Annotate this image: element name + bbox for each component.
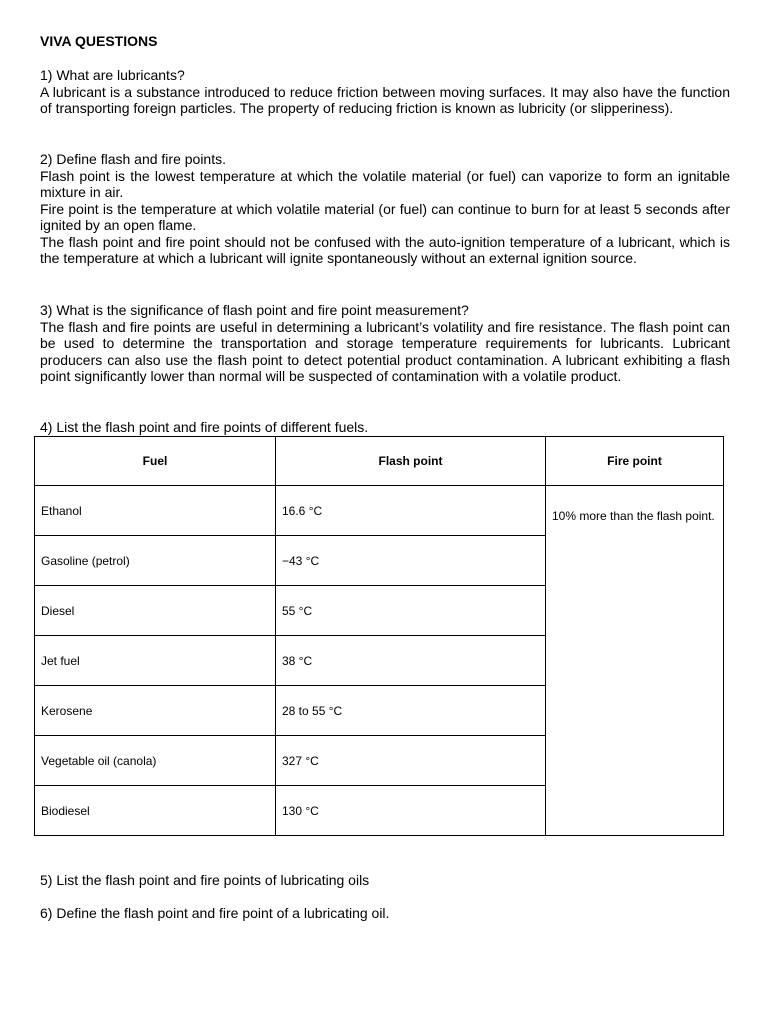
question-4-block [40, 419, 730, 436]
flash-point-cell: −43 °C [276, 536, 546, 586]
question-1-block [40, 67, 730, 117]
fuel-cell: Vegetable oil (canola) [35, 736, 276, 786]
question-5: 5) List the flash point and fire points of lubricating oils [40, 872, 370, 888]
question-2-block [40, 151, 730, 267]
fuel-cell: Ethanol [35, 486, 276, 536]
fuel-cell: Jet fuel [35, 636, 276, 686]
question-3: 3) What is the significance of flash point and fire point measurement? [40, 302, 469, 318]
fire-point-cell: 10% more than the flash point. [546, 486, 724, 836]
fuel-cell: Diesel [35, 586, 276, 636]
question-2: 2) Define flash and fire points. [40, 151, 226, 167]
table-header-flash-point: Flash point [276, 437, 546, 486]
fuel-flash-fire-table [34, 436, 724, 836]
question-1: 1) What are lubricants? [40, 67, 185, 83]
answer-2-fire: Fire point is the temperature at which volatile material (or fuel) can continue to burn for at least 5 seconds after ignited by an open flame. [40, 200, 730, 233]
question-6-block [40, 905, 730, 922]
fuel-cell: Biodiesel [35, 786, 276, 836]
question-6: 6) Define the flash point and fire point of a lubricating oil. [40, 905, 390, 921]
table-header-fuel: Fuel [35, 437, 276, 486]
fuel-cell: Gasoline (petrol) [35, 536, 276, 586]
answer-2-autoignition: The flash point and fire point should not be confused with the auto-ignition temperature of a lubricant, which is the temperature at which a lubricant will ignite spontaneously without an external ignition source. [40, 233, 730, 266]
table-row [35, 486, 724, 536]
answer-3: The flash and fire points are useful in determining a lubricant’s volatility and fire resistance. The flash point can be used to determine the transportation and storage temperature requirements for lubricants. Lubricant producers can also use the flash point to detect potential product contamination. A lubricant exhibiting a flash point significantly lower than normal will be suspected of contamination with a volatile product. [40, 318, 730, 384]
question-5-block [40, 872, 730, 889]
flash-point-cell: 16.6 °C [276, 486, 546, 536]
flash-point-cell: 38 °C [276, 636, 546, 686]
flash-point-cell: 55 °C [276, 586, 546, 636]
question-3-block [40, 302, 730, 385]
flash-point-cell: 327 °C [276, 736, 546, 786]
question-4: 4) List the flash point and fire points of different fuels. [40, 419, 369, 435]
table-header-fire-point: Fire point [546, 437, 724, 486]
table-header-row [35, 437, 724, 486]
flash-point-cell: 28 to 55 °C [276, 686, 546, 736]
fuel-cell: Kerosene [35, 686, 276, 736]
page-title: VIVA QUESTIONS [40, 33, 158, 49]
flash-point-cell: 130 °C [276, 786, 546, 836]
answer-2-flash: Flash point is the lowest temperature at which the volatile material (or fuel) can vaporize to form an ignitable mixture in air. [40, 167, 730, 200]
answer-1: A lubricant is a substance introduced to reduce friction between moving surfaces. It may also have the function of transporting foreign particles. The property of reducing friction is known as lubricity (or slipperiness). [40, 83, 730, 116]
